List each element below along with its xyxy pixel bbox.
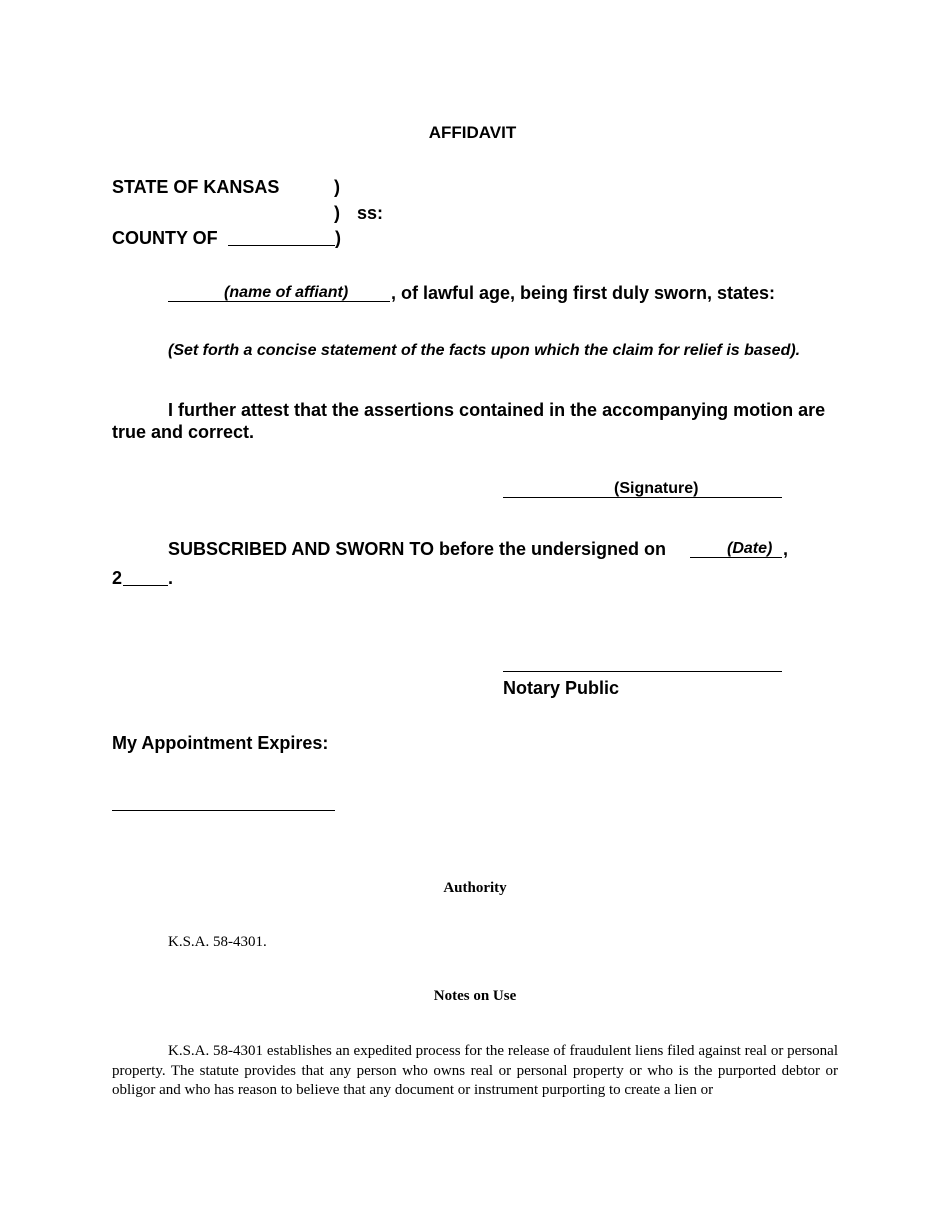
notary-public-label: Notary Public — [503, 678, 620, 698]
attest-line-1: I further attest that the assertions contained in the accompanying motion are — [168, 400, 826, 420]
year-prefix: 2 — [112, 568, 123, 588]
appointment-date-line[interactable] — [112, 810, 335, 811]
authority-heading: Authority — [443, 880, 507, 896]
affiant-statement: , of lawful age, being first duly sworn, states: — [391, 283, 776, 303]
caption-paren-2: ) — [334, 203, 340, 223]
county-blank-line[interactable] — [228, 245, 335, 246]
date-placeholder: (Date) — [727, 540, 773, 557]
sworn-statement: SUBSCRIBED AND SWORN TO before the undersigned on — [168, 539, 667, 559]
ss-label: ss: — [357, 203, 384, 223]
year-period: . — [168, 568, 174, 588]
county-of-label: COUNTY OF — [112, 228, 218, 248]
page-title: AFFIDAVIT — [428, 123, 517, 142]
caption-paren-1: ) — [334, 177, 340, 197]
state-of-kansas-label: STATE OF KANSAS — [112, 177, 280, 197]
instruction-text: (Set forth a concise statement of the facts upon which the claim for relief is based). — [168, 342, 801, 359]
authority-citation: K.S.A. 58-4301. — [168, 934, 267, 950]
caption-paren-3: ) — [335, 228, 341, 248]
signature-label: (Signature) — [614, 480, 699, 497]
notes-paragraph — [112, 1042, 838, 1101]
year-blank-line[interactable] — [123, 585, 168, 586]
appointment-expires-label: My Appointment Expires: — [112, 733, 329, 753]
affiant-name-placeholder: (name of affiant) — [224, 284, 349, 301]
sworn-comma: , — [783, 539, 789, 559]
notary-signature-line[interactable] — [503, 671, 782, 672]
notes-on-use-heading: Notes on Use — [433, 988, 517, 1004]
notes-paragraph-text: K.S.A. 58-4301 establishes an expedited process for the release of fraudulent liens filed against real or personal property. The statute provides that any person who owns real or personal property or who is the purported debtor or obligor and who has reason to believe that any document or instrument purporting to create a lien or — [112, 1043, 838, 1098]
attest-line-2: true and correct. — [112, 422, 255, 442]
